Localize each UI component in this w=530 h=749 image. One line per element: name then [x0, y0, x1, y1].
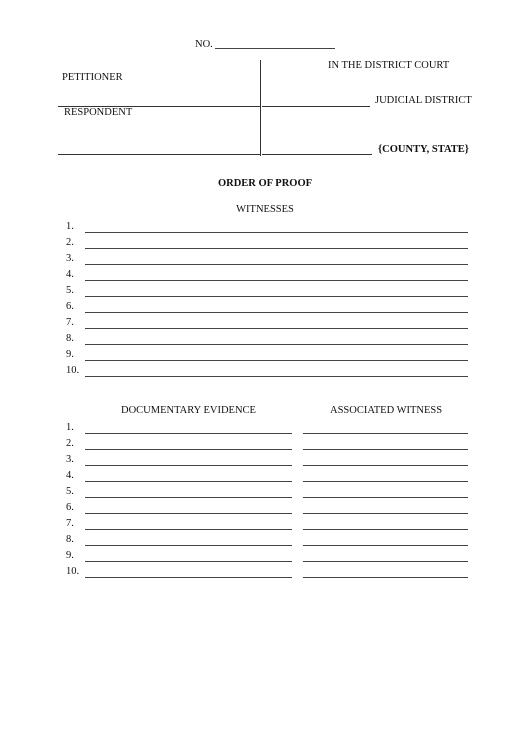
- witness-number: 4.: [66, 269, 74, 280]
- documentary-evidence-line[interactable]: [85, 561, 292, 562]
- associated-witness-line[interactable]: [303, 561, 468, 562]
- evidence-number: 8.: [66, 534, 74, 545]
- associated-witness-line[interactable]: [303, 577, 468, 578]
- evidence-number: 6.: [66, 502, 74, 513]
- judicial-district-label: JUDICIAL DISTRICT: [375, 95, 472, 106]
- associated-witness-line[interactable]: [303, 449, 468, 450]
- witness-number: 8.: [66, 333, 74, 344]
- county-state-field[interactable]: [262, 154, 372, 155]
- court-name: IN THE DISTRICT COURT: [328, 60, 450, 71]
- evidence-number: 10.: [66, 566, 80, 577]
- witness-line[interactable]: [85, 344, 468, 345]
- respondent-field[interactable]: [58, 154, 260, 155]
- witness-number: 5.: [66, 285, 74, 296]
- evidence-number: 4.: [66, 470, 74, 481]
- witness-line[interactable]: [85, 376, 468, 377]
- respondent-label: RESPONDENT: [64, 107, 133, 118]
- evidence-number: 7.: [66, 518, 74, 529]
- associated-witness-line[interactable]: [303, 497, 468, 498]
- evidence-number: 5.: [66, 486, 74, 497]
- document-title: ORDER OF PROOF: [217, 178, 313, 189]
- associated-witness-line[interactable]: [303, 465, 468, 466]
- witnesses-heading: WITNESSES: [236, 204, 294, 215]
- witness-line[interactable]: [85, 328, 468, 329]
- evidence-number: 9.: [66, 550, 74, 561]
- witness-number: 1.: [66, 221, 74, 232]
- district-field[interactable]: [262, 106, 370, 107]
- county-state-label: {COUNTY, STATE}: [378, 144, 469, 155]
- petitioner-label: PETITIONER: [62, 72, 123, 83]
- evidence-number: 3.: [66, 454, 74, 465]
- witness-line[interactable]: [85, 248, 468, 249]
- associated-witness-line[interactable]: [303, 529, 468, 530]
- witness-line[interactable]: [85, 280, 468, 281]
- documentary-evidence-line[interactable]: [85, 449, 292, 450]
- evidence-number: 2.: [66, 438, 74, 449]
- witness-number: 3.: [66, 253, 74, 264]
- witness-line[interactable]: [85, 312, 468, 313]
- witness-number: 2.: [66, 237, 74, 248]
- associated-witness-line[interactable]: [303, 433, 468, 434]
- witness-line[interactable]: [85, 360, 468, 361]
- documentary-evidence-heading: DOCUMENTARY EVIDENCE: [121, 405, 256, 416]
- witness-number: 9.: [66, 349, 74, 360]
- witness-line[interactable]: [85, 232, 468, 233]
- associated-witness-line[interactable]: [303, 545, 468, 546]
- witness-line[interactable]: [85, 296, 468, 297]
- documentary-evidence-line[interactable]: [85, 497, 292, 498]
- witness-number: 7.: [66, 317, 74, 328]
- documentary-evidence-line[interactable]: [85, 433, 292, 434]
- associated-witness-line[interactable]: [303, 481, 468, 482]
- associated-witness-line[interactable]: [303, 513, 468, 514]
- witness-number: 10.: [66, 365, 80, 376]
- evidence-number: 1.: [66, 422, 74, 433]
- witness-line[interactable]: [85, 264, 468, 265]
- case-number-label: NO.: [195, 39, 213, 50]
- documentary-evidence-line[interactable]: [85, 465, 292, 466]
- documentary-evidence-line[interactable]: [85, 577, 292, 578]
- documentary-evidence-line[interactable]: [85, 481, 292, 482]
- documentary-evidence-line[interactable]: [85, 529, 292, 530]
- documentary-evidence-line[interactable]: [85, 545, 292, 546]
- associated-witness-heading: ASSOCIATED WITNESS: [330, 405, 443, 416]
- caption-divider: [260, 60, 261, 156]
- witness-number: 6.: [66, 301, 74, 312]
- documentary-evidence-line[interactable]: [85, 513, 292, 514]
- case-number-field[interactable]: [215, 48, 335, 49]
